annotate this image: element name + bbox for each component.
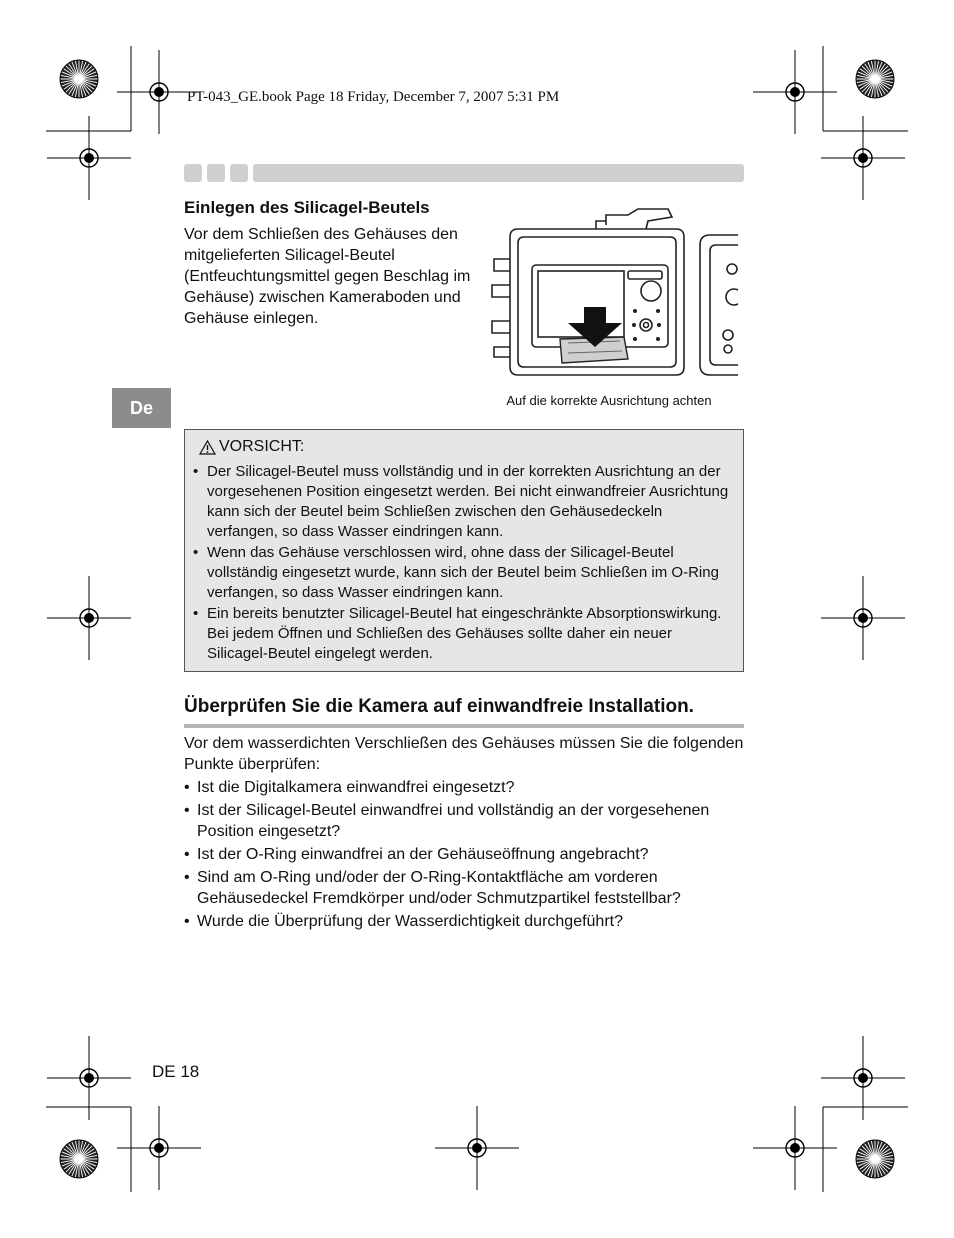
checklist-item: • Ist der O-Ring einwandfrei an der Gehäuseöffnung angebracht? (184, 844, 744, 865)
caution-title (199, 438, 304, 456)
caution-box (184, 429, 744, 672)
caution-list (193, 462, 733, 665)
illustration-caption: Auf die korrekte Ausrichtung achten (506, 393, 712, 408)
caution-item: • Ein bereits benutzter Silicagel-Beutel hat eingeschränkte Absorptionswirkung. Bei jedem Öffnen und Schließen des Gehäuses sollte daher ein neuer Silicagel-Beutel eingelegt werden. (193, 604, 733, 664)
caution-title-text: VORSICHT: (219, 438, 305, 455)
caution-item: • Wenn das Gehäuse verschlossen wird, ohne dass der Silicagel-Beutel vollständig eingesetzt wurde, kann sich der Beutel beim Schließen im O-Ring verfangen, so dass Wasser eindringen kann. (193, 543, 733, 603)
caution-item: • Der Silicagel-Beutel muss vollständig und in der korrekten Ausrichtung an der vorgesehenen Position eingesetzt werden. Bei nicht einwandfreier Ausrichtung kann sich der Beutel beim Schließen zwischen den Gehäusedeckeln verfangen, so dass Wasser eindringen kann. (193, 462, 733, 542)
checklist-item: • Wurde die Überprüfung der Wasserdichtigkeit durchgeführt? (184, 911, 744, 932)
section-bar-square (207, 164, 225, 182)
checklist-item: • Sind am O-Ring und/oder der O-Ring-Kontaktfläche am vorderen Gehäusedeckel Fremdkörper und/oder Schmutzpartikel feststellbar? (184, 867, 744, 909)
checklist-item: • Ist der Silicagel-Beutel einwandfrei und vollständig an der vorgesehenen Position eingesetzt? (184, 800, 744, 842)
print-header-line: PT-043_GE.book Page 18 Friday, December 7, 2007 5:31 PM (187, 89, 560, 105)
section-bar-square (184, 164, 202, 182)
checklist (184, 777, 744, 932)
checklist-section (184, 733, 744, 934)
section-heading: Überprüfen Sie die Kamera auf einwandfreie Installation. (184, 696, 694, 717)
page-number: DE 18 (152, 1062, 200, 1081)
section-heading-rule (184, 724, 744, 728)
checklist-intro: Vor dem wasserdichten Verschließen des Gehäuses müssen Sie die folgenden Punkte überprüfen: (184, 735, 744, 773)
section-bar-square (230, 164, 248, 182)
checklist-item: • Ist die Digitalkamera einwandfrei eingesetzt? (184, 777, 744, 798)
warning-triangle-icon (199, 440, 216, 455)
section-bar-long (253, 164, 744, 182)
intro-paragraph: Vor dem Schließen des Gehäuses den mitgelieferten Silicagel-Beutel (Entfeuchtungsmittel gegen Beschlag im Gehäuse) zwischen Kameraboden und Gehäuse einlegen. (184, 226, 471, 327)
subheading: Einlegen des Silicagel-Beutels (184, 198, 430, 217)
housing-illustration (488, 207, 738, 382)
language-tab: De (112, 388, 171, 428)
section-bar (184, 164, 744, 182)
